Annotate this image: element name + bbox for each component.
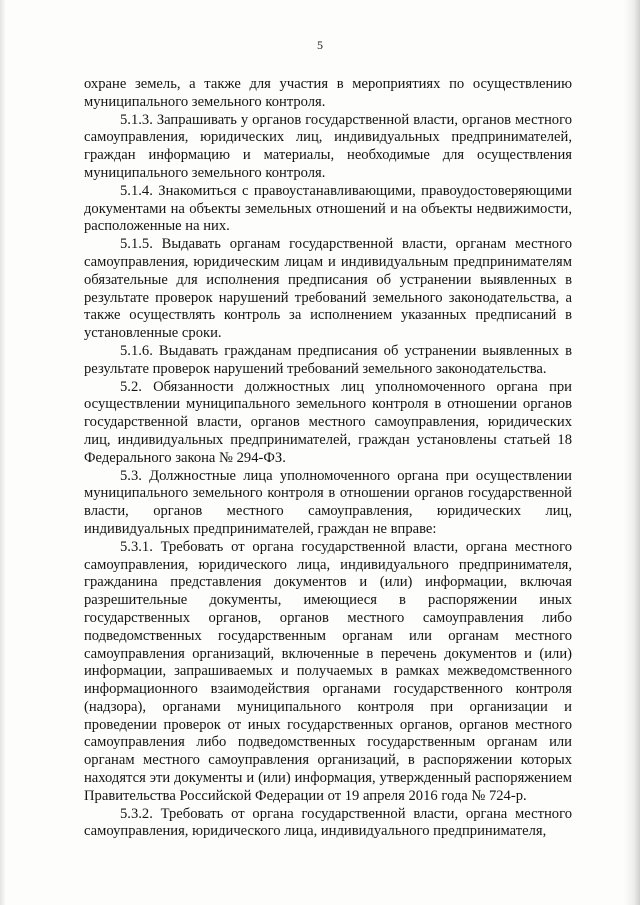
paragraph-5-1-6: 5.1.6. Выдавать гражданам предписания об устранении выявленных в результате проверок нарушений требований земельного законодательства. xyxy=(84,342,572,377)
paragraph-5-3-2: 5.3.2. Требовать от органа государственной власти, органа местного самоуправления, юридического лица, индивидуального предпринимателя, xyxy=(84,805,572,840)
paragraph: охране земель, а также для участия в мероприятиях по осуществлению муниципального земельного контроля. xyxy=(84,76,572,110)
document-body xyxy=(84,76,572,841)
paragraph-5-1-5: 5.1.5. Выдавать органам государственной власти, органам местного самоуправления, юридическим лицам и индивидуальным предпринимателям обязательные для исполнения предписания об устранении выявленных в результате проверок нарушений требований земельного законодательства, а также осуществлять контроль за исполнением указанных предписаний в установленные сроки. xyxy=(84,236,572,342)
page-right-shadow xyxy=(624,0,640,905)
paragraph-5-3-1: 5.3.1. Требовать от органа государственной власти, органа местного самоуправления, юридического лица, индивидуального предпринимателя, гражданина представления документов и (или) информации, включая разрешительные документы, имеющиеся в распоряжении иных государственных органов, органов местного самоуправления либо подведомственных государственным органам или органам местного самоуправления организаций, включенные в перечень документов и (или) информации, запрашиваемых и получаемых в рамках межведомственного информационного взаимодействия органами государственного контроля (надзора), органами муниципального контроля при организации и проведении проверок от иных государственных органов, органов местного самоуправления либо подведомственных государственным органам или органам местного самоуправления организаций, в распоряжении которых находятся эти документы и (или) информация, утвержденный распоряжением Правительства Российской Федерации от 19 апреля 2016 года № 724-р. xyxy=(84,538,572,804)
page-number: 5 xyxy=(317,38,323,52)
paragraph-5-1-4: 5.1.4. Знакомиться с правоустанавливающими, правоудостоверяющими документами на объекты земельных отношений и на объекты недвижимости, расположенные на них. xyxy=(84,182,572,235)
paragraph-5-2: 5.2. Обязанности должностных лиц уполномоченного органа при осуществлении муниципального земельного контроля в отношении органов государственной власти, органов местного самоуправления, юридических лиц, индивидуальных предпринимателей, граждан установлены статьей 18 Федерального закона № 294-ФЗ. xyxy=(84,378,572,466)
paragraph-5-1-3: 5.1.3. Запрашивать у органов государственной власти, органов местного самоуправления, юридических лиц, индивидуальных предпринимателей, граждан информацию и материалы, необходимые для осуществления муниципального земельного контроля. xyxy=(84,111,572,181)
page-left-shadow xyxy=(0,0,6,905)
paragraph-5-3: 5.3. Должностные лица уполномоченного органа при осуществлении муниципального земельного контроля в отношении органов государственной власти, органов местного самоуправления, юридических лиц, индивидуальных предпринимателей, граждан не вправе: xyxy=(84,467,572,537)
